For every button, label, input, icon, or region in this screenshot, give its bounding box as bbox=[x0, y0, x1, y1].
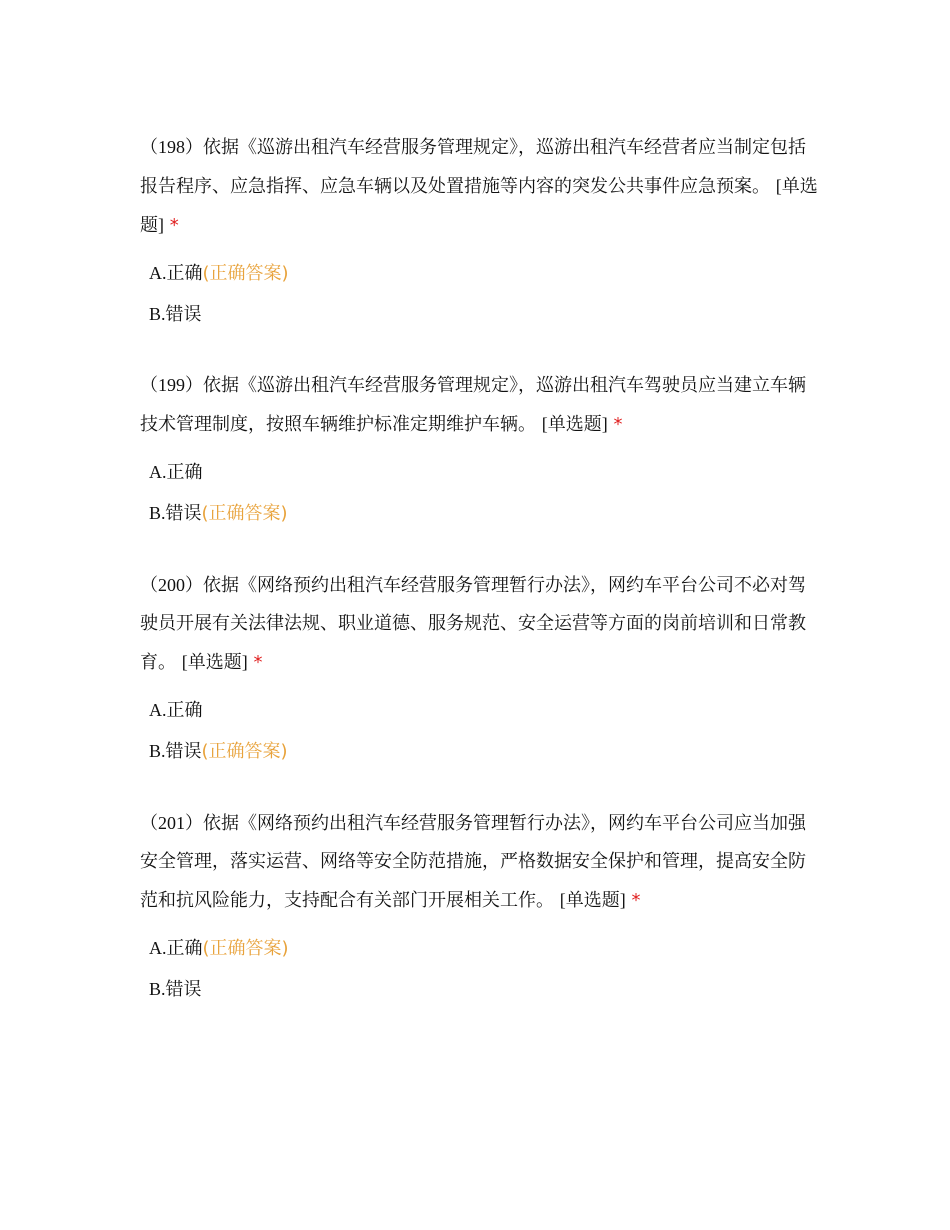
required-mark: * bbox=[631, 890, 641, 911]
question-number: （199） bbox=[140, 375, 203, 395]
options-list bbox=[140, 253, 820, 335]
option-letter: B. bbox=[149, 503, 166, 523]
question-text-block bbox=[140, 566, 820, 682]
question-text: 依据《网络预约出租汽车经营服务管理暂行办法》，网约车平台公司不必对驾驶员开展有关法律法规、职业道德、服务规范、安全运营等方面的岗前培训和日常教育。 bbox=[140, 575, 806, 673]
question-number: （198） bbox=[140, 137, 203, 157]
option-a[interactable] bbox=[140, 253, 820, 294]
option-label: 错误 bbox=[165, 979, 202, 1000]
correct-answer-marker: (正确答案) bbox=[202, 938, 289, 959]
correct-answer-marker: (正确答案) bbox=[201, 741, 288, 762]
option-letter: A. bbox=[149, 938, 167, 958]
question-type-label: [单选题] bbox=[559, 890, 626, 910]
option-letter: B. bbox=[149, 741, 166, 761]
question-number: （200） bbox=[140, 575, 203, 595]
question-200 bbox=[140, 566, 820, 772]
options-list bbox=[140, 690, 820, 772]
option-a[interactable] bbox=[140, 690, 820, 731]
option-label: 错误 bbox=[165, 304, 202, 325]
question-201 bbox=[140, 804, 820, 1010]
option-letter: B. bbox=[149, 304, 166, 324]
question-type-label: [单选题] bbox=[541, 414, 608, 434]
required-mark: * bbox=[169, 215, 179, 236]
option-letter: A. bbox=[149, 263, 167, 283]
option-b[interactable] bbox=[140, 731, 820, 772]
option-b[interactable] bbox=[140, 493, 820, 534]
option-a[interactable] bbox=[140, 928, 820, 969]
question-text: 依据《巡游出租汽车经营服务管理规定》，巡游出租汽车驾驶员应当建立车辆技术管理制度，按照车辆维护标准定期维护车辆。 bbox=[140, 375, 806, 435]
required-mark: * bbox=[613, 414, 623, 435]
option-label: 错误 bbox=[165, 503, 202, 524]
question-text: 依据《巡游出租汽车经营服务管理规定》，巡游出租汽车经营者应当制定包括报告程序、应急指挥、应急车辆以及处置措施等内容的突发公共事件应急预案。 bbox=[140, 137, 806, 197]
question-text-block bbox=[140, 128, 820, 245]
option-a[interactable] bbox=[140, 452, 820, 493]
option-b[interactable] bbox=[140, 969, 820, 1010]
option-b[interactable] bbox=[140, 294, 820, 335]
option-letter: A. bbox=[149, 462, 167, 482]
option-label: 正确 bbox=[166, 700, 203, 721]
question-number: （201） bbox=[140, 813, 203, 833]
option-letter: A. bbox=[149, 700, 167, 720]
option-label: 正确 bbox=[166, 263, 203, 284]
question-text-block bbox=[140, 804, 820, 920]
option-letter: B. bbox=[149, 979, 166, 999]
question-198 bbox=[140, 128, 820, 335]
options-list bbox=[140, 928, 820, 1010]
question-type-label: [单选题] bbox=[140, 176, 818, 235]
question-type-label: [单选题] bbox=[181, 652, 248, 672]
correct-answer-marker: (正确答案) bbox=[201, 503, 288, 524]
question-199 bbox=[140, 366, 820, 534]
correct-answer-marker: (正确答案) bbox=[202, 263, 289, 284]
required-mark: * bbox=[253, 652, 263, 673]
option-label: 正确 bbox=[166, 938, 203, 959]
question-text: 依据《网络预约出租汽车经营服务管理暂行办法》，网约车平台公司应当加强安全管理，落实运营、网络等安全防范措施，严格数据安全保护和管理，提高安全防范和抗风险能力，支持配合有关部门开展相关工作。 bbox=[140, 813, 806, 911]
option-label: 正确 bbox=[166, 462, 203, 483]
options-list bbox=[140, 452, 820, 534]
option-label: 错误 bbox=[165, 741, 202, 762]
question-text-block bbox=[140, 366, 820, 444]
